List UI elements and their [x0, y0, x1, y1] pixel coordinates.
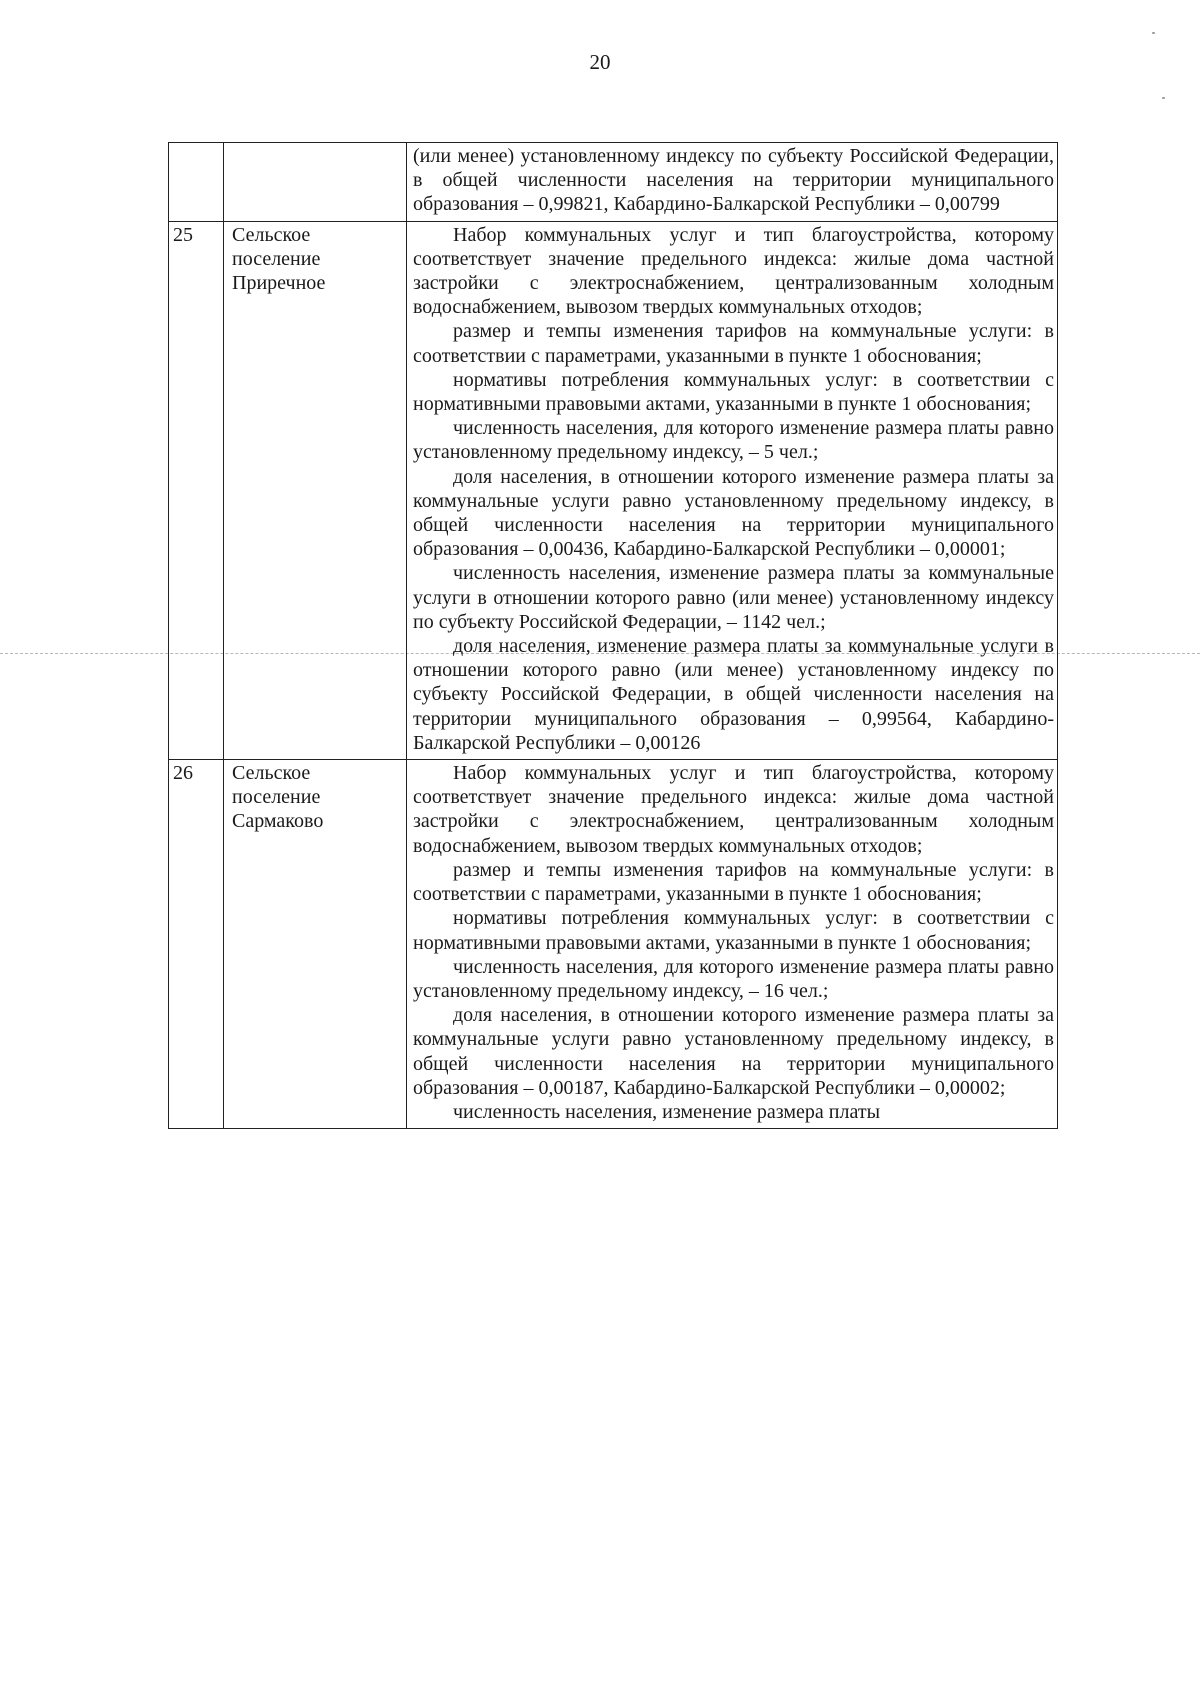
page-number: 20 — [589, 50, 611, 74]
row-number: 26 — [169, 760, 224, 1129]
description-paragraph: численность населения, для которого изменение размера платы равно установленному предельному индексу, – 16 чел.; — [413, 955, 1054, 1002]
settlement-name-line: поселение — [232, 786, 321, 809]
description-paragraph: численность населения, изменение размера платы за коммунальные услуги в отношении которого равно (или менее) установленному индексу по субъекту Российской Федерации, – 1142 чел.; — [413, 562, 1054, 633]
table-row — [169, 143, 1058, 222]
table-row — [169, 760, 1058, 1129]
settlement-name-line: Сармаково — [232, 810, 324, 833]
settlement-name-line: Приречное — [232, 272, 326, 295]
table-row — [169, 221, 1058, 759]
tariff-table — [168, 142, 1058, 1129]
settlement-name-line: Сельское — [232, 762, 311, 785]
settlement-name-line: Сельское — [232, 223, 311, 246]
description-paragraph: численность населения, для которого изменение размера платы равно установленному предельному индексу, – 5 чел.; — [413, 417, 1054, 464]
description-paragraph: нормативы потребления коммунальных услуг: в соответствии с нормативными правовыми актами, указанными в пункте 1 обоснования; — [413, 907, 1054, 954]
description-paragraph: размер и темпы изменения тарифов на коммунальные услуги: в соответствии с параметрами, указанными в пункте 1 обоснования; — [413, 320, 1054, 367]
description-paragraph: нормативы потребления коммунальных услуг: в соответствии с нормативными правовыми актами, указанными в пункте 1 обоснования; — [413, 368, 1054, 416]
description-cell — [407, 221, 1058, 759]
row-number: 25 — [169, 221, 224, 759]
description-paragraph: доля населения, в отношении которого изменение размера платы за коммунальные услуги равно установленному предельному индексу, в общей численности населения на территории муниципального образования – 0,00187, Кабардино-Балкарской Республики – 0,00002; — [413, 1004, 1054, 1099]
description-paragraph: Набор коммунальных услуг и тип благоустройства, которому соответствует значение предельного индекса: жилые дома частной застройки с электроснабжением, централизованным холодным водоснабжением, вывозом твердых коммунальных отходов; — [413, 223, 1054, 319]
settlement-name — [224, 143, 407, 222]
description-cell — [407, 143, 1058, 222]
row-number — [169, 143, 224, 222]
description-paragraph: доля населения, в отношении которого изменение размера платы за коммунальные услуги равно установленному предельному индексу, в общей численности населения на территории муниципального образования – 0,00436, Кабардино-Балкарской Республики – 0,00001; — [413, 465, 1054, 561]
description-paragraph: Набор коммунальных услуг и тип благоустройства, которому соответствует значение предельного индекса: жилые дома частной застройки с электроснабжением, централизованным холодным водоснабжением, вывозом твердых коммунальных отходов; — [413, 762, 1054, 857]
description-paragraph: размер и темпы изменения тарифов на коммунальные услуги: в соответствии с параметрами, указанными в пункте 1 обоснования; — [413, 858, 1054, 906]
description-paragraph: численность населения, изменение размера платы — [453, 1100, 881, 1123]
description-paragraph: (или менее) установленному индексу по субъекту Российской Федерации, в общей численности населения на территории муниципального образования – 0,99821, Кабардино-Балкарской Республики – 0,00799 — [413, 145, 1054, 216]
settlement-name — [224, 760, 407, 1129]
scan-speck — [1162, 97, 1165, 99]
description-paragraph: доля населения, изменение размера платы за коммунальные услуги в отношении которого равно (или менее) установленному индексу по субъекту Российской Федерации, в общей численности населения на территории муниципального образования – 0,99564, Кабардино-Балкарской Республики – 0,00126 — [413, 635, 1054, 754]
settlement-name — [224, 221, 407, 759]
description-cell — [407, 760, 1058, 1129]
scan-speck — [1152, 32, 1155, 34]
settlement-name-line: поселение — [232, 247, 321, 270]
